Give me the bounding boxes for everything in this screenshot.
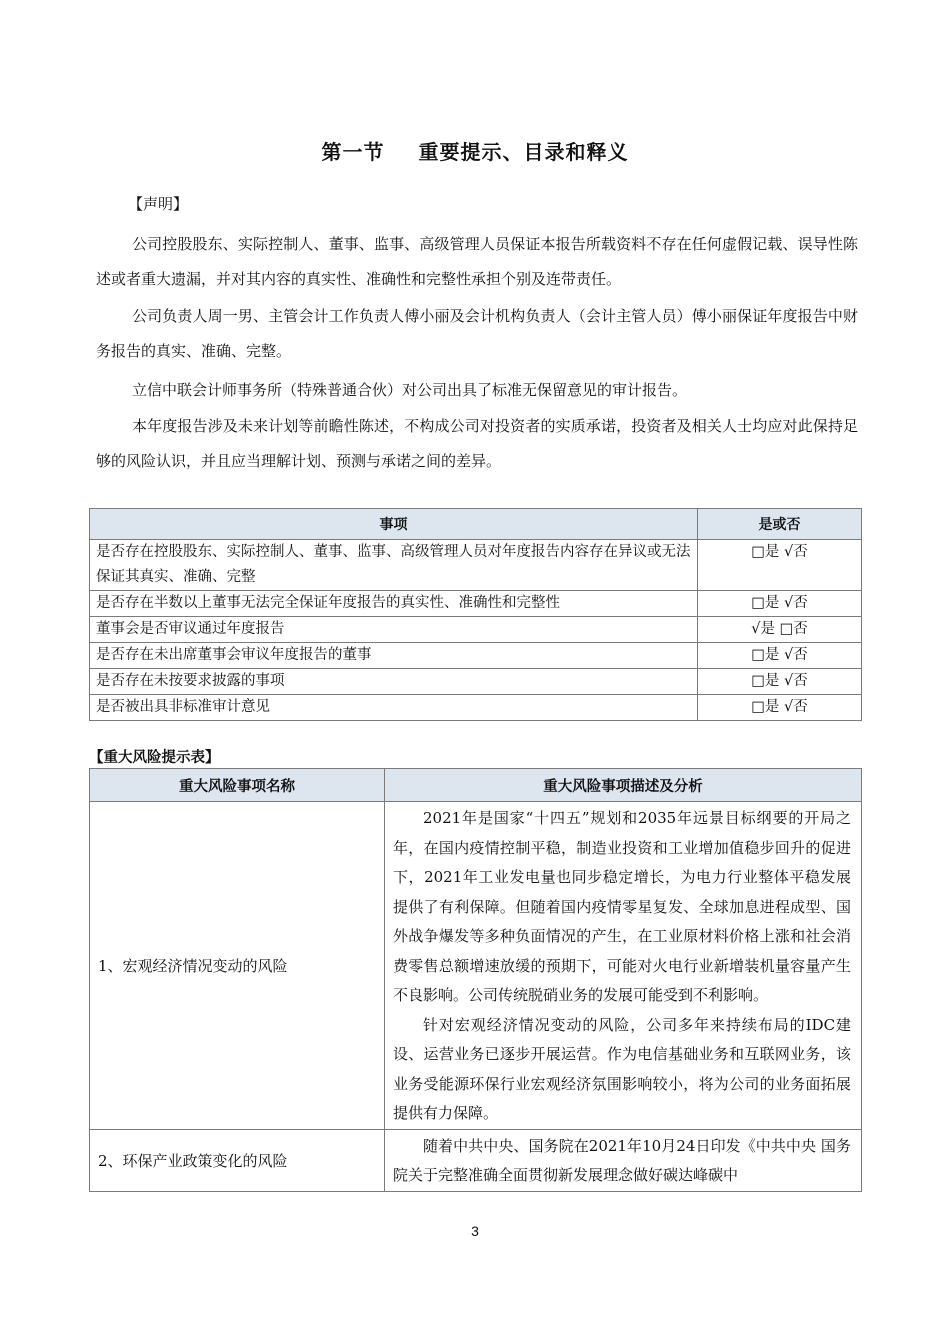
table-cell-answer: □是 √否 <box>698 695 862 721</box>
risk-desc-paragraph: 2021年是国家“十四五”规划和2035年远景目标纲要的开局之年，在国内疫情控制平稳，制造业投资和工业增加值稳步回升的促进下，2021年工业发电量也同步稳定增长，为电力行业整体平稳发展提供了有利保障。但随着国内疫情零星复发、全球加息进程成型、国外战争爆发等多种负面情况的产生，在工业原材料价格上涨和社会消费零售总额增速放缓的预期下，可能对火电行业新增装机量容量产生不良影响。公司传统脱硝业务的发展可能受到不利影响。 <box>393 809 851 1004</box>
risk-table-label: 【重大风险提示表】 <box>89 750 220 766</box>
risk-desc-paragraph: 针对宏观经济情况变动的风险，公司多年来持续布局的IDC建设、运营业务已逐步开展运营。作为电信基础业务和互联网业务，该业务受能源环保行业宏观经济氛围影响较小，将为公司的业务面拓展提供有力保障。 <box>393 1015 851 1122</box>
table-cell-item: 是否被出具非标准审计意见 <box>90 695 698 721</box>
table-cell-item: 是否存在未出席董事会审议年度报告的董事 <box>90 643 698 669</box>
table-header-row <box>90 769 862 802</box>
section-title <box>0 136 950 165</box>
risk-desc-cell <box>385 1129 862 1191</box>
table-header-item: 事项 <box>90 509 698 540</box>
risk-name-cell: 1、宏观经济情况变动的风险 <box>90 802 385 1130</box>
statement-paragraph: 立信中联会计师事务所（特殊普通合伙）对公司出具了标准无保留意见的审计报告。 <box>132 381 688 399</box>
table-row <box>90 695 862 721</box>
risk-table <box>89 768 862 1192</box>
table-row <box>90 591 862 617</box>
table-cell-item: 是否存在半数以上董事无法完全保证年度报告的真实性、准确性和完整性 <box>90 591 698 617</box>
table-cell-answer: □是 √否 <box>698 591 862 617</box>
table-cell-answer: □是 √否 <box>698 669 862 695</box>
table-header-row <box>90 509 862 540</box>
risk-desc-cell <box>385 802 862 1130</box>
section-number: 第一节 <box>321 140 385 164</box>
table-row <box>90 802 862 1130</box>
table-cell-answer: □是 √否 <box>698 540 862 591</box>
risk-desc-paragraph: 随着中共中央、国务院在2021年10月24日印发《中共中央 国务院关于完整准确全面贯彻新发展理念做好碳达峰碳中 <box>393 1136 851 1184</box>
table-row <box>90 669 862 695</box>
statement-paragraph: 公司负责人周一男、主管会计工作负责人傅小丽及会计机构负责人（会计主管人员）傅小丽保证年度报告中财务报告的真实、准确、完整。 <box>96 307 858 360</box>
table-cell-answer: □是 √否 <box>698 643 862 669</box>
table-row <box>90 643 862 669</box>
table-cell-item: 是否存在未按要求披露的事项 <box>90 669 698 695</box>
table-cell-item: 是否存在控股股东、实际控制人、董事、监事、高级管理人员对年度报告内容存在异议或无法保证其真实、准确、完整 <box>90 540 698 591</box>
confirmation-table <box>89 508 862 721</box>
table-row <box>90 617 862 643</box>
table-cell-item: 董事会是否审议通过年度报告 <box>90 617 698 643</box>
statement-paragraph: 本年度报告涉及未来计划等前瞻性陈述，不构成公司对投资者的实质承诺，投资者及相关人士均应对此保持足够的风险认识，并且应当理解计划、预测与承诺之间的差异。 <box>96 417 858 470</box>
table-cell-answer: √是 □否 <box>698 617 862 643</box>
section-heading: 重要提示、目录和释义 <box>418 140 629 164</box>
table-header-risk-desc: 重大风险事项描述及分析 <box>385 769 862 802</box>
table-row <box>90 1129 862 1191</box>
statement-label: 【声明】 <box>128 195 189 213</box>
page-number: 3 <box>471 1223 479 1239</box>
table-header-answer: 是或否 <box>698 509 862 540</box>
statement-paragraph: 公司控股股东、实际控制人、董事、监事、高级管理人员保证本报告所载资料不存在任何虚假记载、误导性陈述或者重大遗漏，并对其内容的真实性、准确性和完整性承担个别及连带责任。 <box>96 235 858 288</box>
table-row <box>90 540 862 591</box>
table-header-risk-name: 重大风险事项名称 <box>90 769 385 802</box>
risk-name-cell: 2、环保产业政策变化的风险 <box>90 1129 385 1191</box>
